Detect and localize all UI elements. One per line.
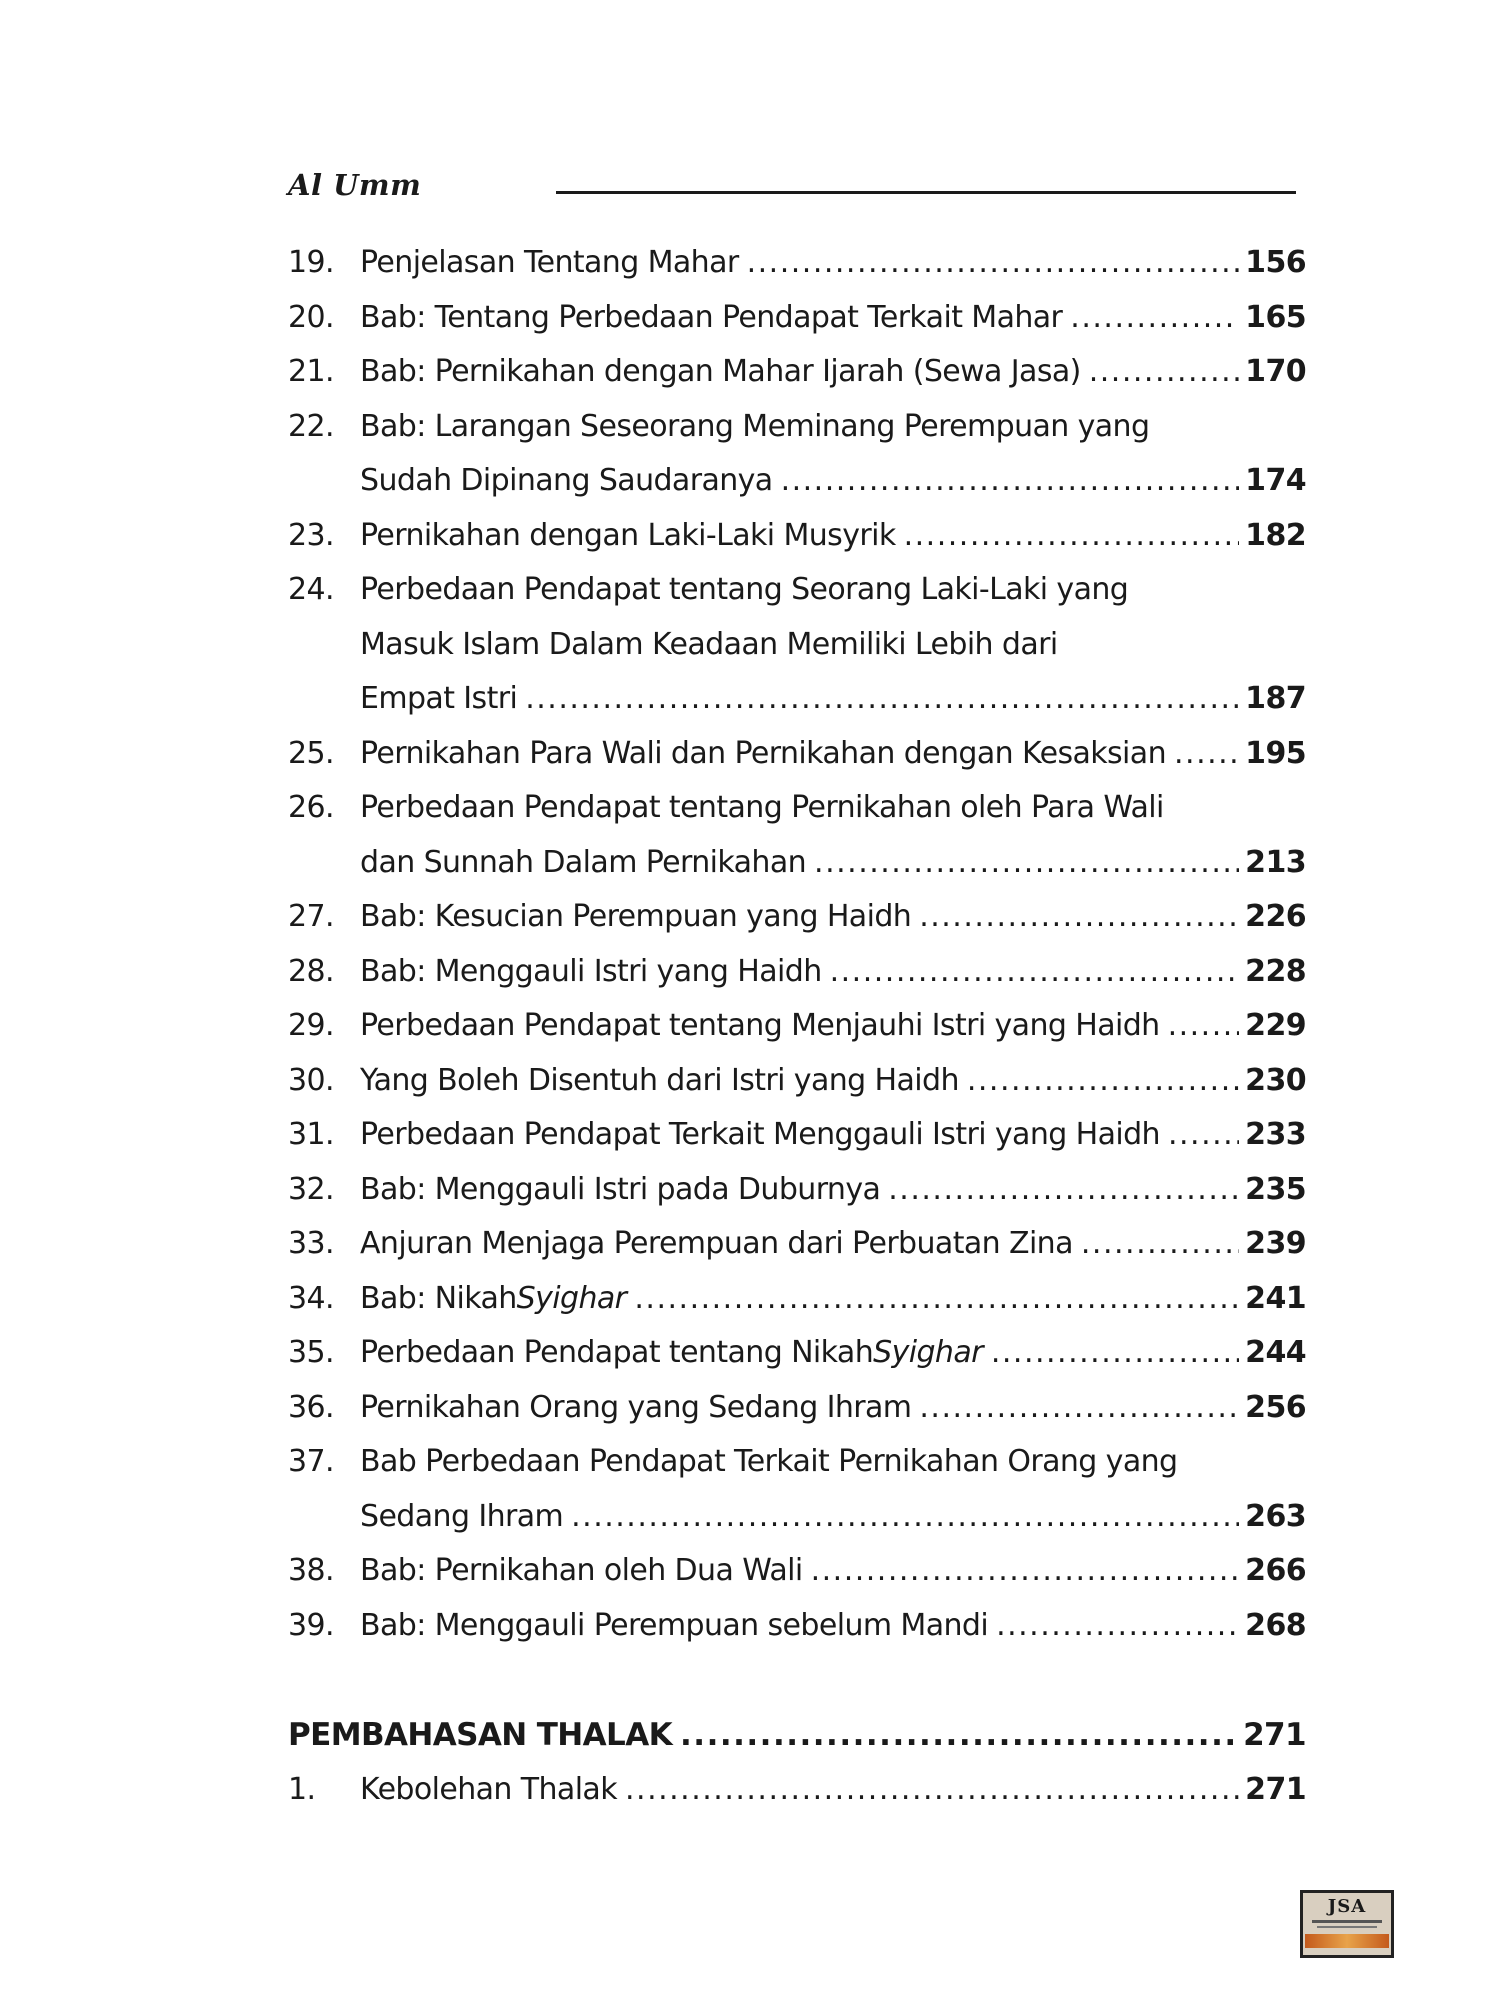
toc-entry-title-italic: Syighar: [873, 1335, 983, 1370]
dot-leader: [1081, 1217, 1239, 1272]
toc-page-number: 156: [1245, 245, 1306, 280]
toc-entry-title: Bab: Pernikahan oleh Dua Wali: [360, 1553, 803, 1588]
running-header-title: Al Umm: [288, 168, 422, 202]
toc-entry-title: Perbedaan Pendapat tentang Pernikahan oleh Para Wali: [360, 790, 1164, 825]
toc-entry-line: [288, 1217, 1306, 1272]
toc-entry-number: 31.: [288, 1117, 334, 1152]
toc-entry[interactable]: [288, 890, 1306, 945]
toc-entry-line: [288, 454, 1306, 509]
toc-entry-number: 35.: [288, 1335, 334, 1370]
toc-entry[interactable]: [288, 345, 1306, 400]
toc-page-number: 256: [1245, 1389, 1306, 1425]
dot-leader: [814, 836, 1239, 891]
toc-page-number: 244: [1245, 1335, 1306, 1370]
toc-entry-line: [288, 1544, 1306, 1599]
toc-page-number: 195: [1245, 735, 1306, 771]
dot-leader: [919, 1381, 1239, 1436]
toc-entry-number: 34.: [288, 1280, 334, 1316]
toc-page-number: 182: [1245, 517, 1306, 553]
toc-entry-title: Pernikahan dengan Laki-Laki Musyrik: [360, 517, 896, 553]
toc-entry-line: [288, 400, 1306, 455]
toc-entry[interactable]: [288, 1108, 1306, 1163]
toc-entry-title: Bab: Pernikahan dengan Mahar Ijarah (Sewa Jasa): [360, 354, 1081, 389]
dot-leader: [888, 1163, 1239, 1218]
toc-page-number: 229: [1245, 1008, 1306, 1043]
toc-entry-number: 22.: [288, 408, 334, 444]
toc-page-number: 239: [1245, 1226, 1306, 1261]
toc-entry-title: Masuk Islam Dalam Keadaan Memiliki Lebih dari: [360, 626, 1058, 662]
toc-entry-number: 36.: [288, 1389, 334, 1425]
toc-entry-line: [288, 1108, 1306, 1163]
toc-entry[interactable]: [288, 1544, 1306, 1599]
toc-entry-line: [288, 1326, 1306, 1381]
section-title: PEMBAHASAN THALAK: [288, 1717, 673, 1753]
toc-entry-title: Perbedaan Pendapat tentang Nikah: [360, 1335, 874, 1370]
toc-entry-number: 29.: [288, 1008, 334, 1043]
toc-entry-number: 1.: [288, 1772, 316, 1807]
toc-entry-title: Perbedaan Pendapat tentang Menjauhi Istri yang Haidh: [360, 1008, 1160, 1043]
toc-entry-line: [288, 999, 1306, 1054]
toc-entry-title: Bab: Menggauli Perempuan sebelum Mandi: [360, 1607, 989, 1643]
dot-leader: [967, 1054, 1239, 1109]
toc-entry-number: 30.: [288, 1062, 334, 1098]
dot-leader: [625, 1763, 1239, 1818]
toc-entry-number: 38.: [288, 1553, 334, 1588]
toc-entry-line: [288, 1763, 1306, 1818]
toc-entry-title: Bab: Tentang Perbedaan Pendapat Terkait Mahar: [360, 299, 1063, 335]
dot-leader: [1089, 345, 1239, 400]
toc-entry-line: [288, 291, 1306, 346]
toc-page-number: 226: [1245, 899, 1306, 934]
toc-entry-title: Pernikahan Orang yang Sedang Ihram: [360, 1389, 912, 1425]
toc-entry[interactable]: [288, 945, 1306, 1000]
dot-leader: [680, 1707, 1237, 1763]
toc-entry[interactable]: [288, 1381, 1306, 1436]
toc-entry-title: Anjuran Menjaga Perempuan dari Perbuatan Zina: [360, 1226, 1073, 1261]
toc-entry-number: 23.: [288, 517, 334, 553]
logo-decoration: [1317, 1926, 1377, 1928]
toc-entry[interactable]: [288, 509, 1306, 564]
toc-page-number: 170: [1245, 354, 1306, 389]
toc-page-number: 165: [1245, 299, 1306, 335]
toc-entry[interactable]: [288, 727, 1306, 782]
toc-entry[interactable]: [288, 563, 1306, 727]
dot-leader: [571, 1490, 1239, 1545]
toc-entry[interactable]: [288, 236, 1306, 291]
toc-page-number: 235: [1245, 1171, 1306, 1207]
toc-entry[interactable]: [288, 400, 1306, 509]
toc-page-number: 263: [1245, 1498, 1306, 1534]
toc-entry-number: 28.: [288, 953, 334, 989]
toc-entry-line: [288, 509, 1306, 564]
toc-entry-line: [288, 1490, 1306, 1545]
toc-page-number: 266: [1245, 1553, 1306, 1588]
dot-leader: [525, 672, 1239, 727]
toc-entry-line: [288, 1381, 1306, 1436]
dot-leader: [747, 236, 1240, 291]
toc-entry[interactable]: [288, 1217, 1306, 1272]
toc-entry-title: Bab: Larangan Seseorang Meminang Perempuan yang: [360, 408, 1150, 444]
logo-text: JSA: [1327, 1896, 1367, 1917]
toc-entry-title: Bab: Menggauli Istri pada Duburnya: [360, 1171, 881, 1207]
toc-entry-title-italic: Syighar: [516, 1280, 627, 1316]
toc-entry[interactable]: [288, 291, 1306, 346]
toc-page-number: 241: [1245, 1280, 1306, 1316]
toc-page-number: 230: [1245, 1062, 1306, 1098]
toc-entry-title: Sudah Dipinang Saudaranya: [360, 463, 773, 498]
toc-entry-number: 20.: [288, 299, 334, 335]
toc-entry-number: 25.: [288, 735, 334, 771]
section-heading[interactable]: [288, 1707, 1306, 1763]
dot-leader: [919, 890, 1239, 945]
dot-leader: [904, 509, 1240, 564]
dot-leader: [1168, 1108, 1239, 1163]
dot-leader: [830, 945, 1240, 1000]
toc-entry[interactable]: [288, 1435, 1306, 1544]
toc-entry-line: [288, 890, 1306, 945]
toc-page-number: 187: [1245, 681, 1306, 716]
toc-entry[interactable]: [288, 999, 1306, 1054]
logo-decoration: [1312, 1920, 1382, 1923]
toc-entry-number: 33.: [288, 1226, 334, 1261]
toc-entry-line: [288, 618, 1306, 673]
dot-leader: [1168, 999, 1240, 1054]
dot-leader: [1174, 727, 1239, 782]
toc-page-number: 228: [1245, 953, 1306, 989]
toc-entry-title: Kebolehan Thalak: [360, 1772, 617, 1807]
toc-entry-number: 37.: [288, 1444, 334, 1479]
toc-entry-line: [288, 672, 1306, 727]
toc-entry-title: Bab: Kesucian Perempuan yang Haidh: [360, 899, 912, 934]
toc-entry-title: Yang Boleh Disentuh dari Istri yang Haidh: [360, 1062, 959, 1098]
dot-leader: [811, 1544, 1240, 1599]
dot-leader: [1070, 291, 1239, 346]
toc-entry-title: Perbedaan Pendapat tentang Seorang Laki-Laki yang: [360, 572, 1129, 607]
table-of-contents: [288, 236, 1306, 1818]
toc-entry-number: 19.: [288, 245, 334, 280]
toc-entry-line: [288, 1435, 1306, 1490]
toc-entry[interactable]: [288, 781, 1306, 890]
toc-entry-number: 32.: [288, 1171, 334, 1207]
toc-entry[interactable]: [288, 1272, 1306, 1327]
toc-entry-number: 24.: [288, 572, 334, 607]
toc-page-number: 213: [1245, 844, 1306, 880]
dot-leader: [634, 1272, 1239, 1327]
dot-leader: [996, 1599, 1239, 1654]
publisher-logo: [1300, 1890, 1394, 1958]
logo-decoration: [1305, 1934, 1389, 1948]
toc-entry-title: Bab: Nikah: [360, 1280, 517, 1316]
toc-entry-number: 21.: [288, 354, 334, 389]
toc-entry-line: [288, 781, 1306, 836]
toc-entry-line: [288, 836, 1306, 891]
toc-entry-title: Bab: Menggauli Istri yang Haidh: [360, 953, 822, 989]
toc-entry-title: Bab Perbedaan Pendapat Terkait Pernikahan Orang yang: [360, 1444, 1178, 1479]
toc-entry[interactable]: [288, 1054, 1306, 1109]
toc-entry[interactable]: [288, 1599, 1306, 1654]
toc-entry-title: Penjelasan Tentang Mahar: [360, 245, 739, 280]
toc-page-number: 268: [1245, 1607, 1306, 1643]
toc-entry-number: 26.: [288, 790, 334, 825]
toc-entry-title: Pernikahan Para Wali dan Pernikahan dengan Kesaksian: [360, 735, 1166, 771]
dot-leader: [991, 1326, 1239, 1381]
toc-page-number: 271: [1243, 1717, 1306, 1753]
toc-entry[interactable]: [288, 1763, 1306, 1818]
toc-entry-title: dan Sunnah Dalam Pernikahan: [360, 844, 807, 880]
toc-entry-number: 39.: [288, 1607, 334, 1643]
toc-entry-line: [288, 945, 1306, 1000]
header-rule: [556, 191, 1296, 194]
toc-entry-number: 27.: [288, 899, 334, 934]
toc-entry[interactable]: [288, 1326, 1306, 1381]
toc-page-number: 233: [1245, 1117, 1306, 1152]
toc-entry-line: [288, 1272, 1306, 1327]
toc-entry-line: [288, 563, 1306, 618]
toc-entry-title: Perbedaan Pendapat Terkait Menggauli Istri yang Haidh: [360, 1117, 1160, 1152]
toc-entry-line: [288, 727, 1306, 782]
toc-page-number: 271: [1245, 1772, 1306, 1807]
toc-entry-line: [288, 345, 1306, 400]
toc-entry-title: Sedang Ihram: [360, 1498, 564, 1534]
dot-leader: [781, 454, 1240, 509]
toc-entry-line: [288, 1054, 1306, 1109]
toc-entry-line: [288, 1599, 1306, 1654]
toc-entry[interactable]: [288, 1163, 1306, 1218]
toc-entry-line: [288, 1163, 1306, 1218]
toc-page-number: 174: [1245, 463, 1306, 498]
toc-entry-title: Empat Istri: [360, 681, 518, 716]
toc-entry-line: [288, 236, 1306, 291]
